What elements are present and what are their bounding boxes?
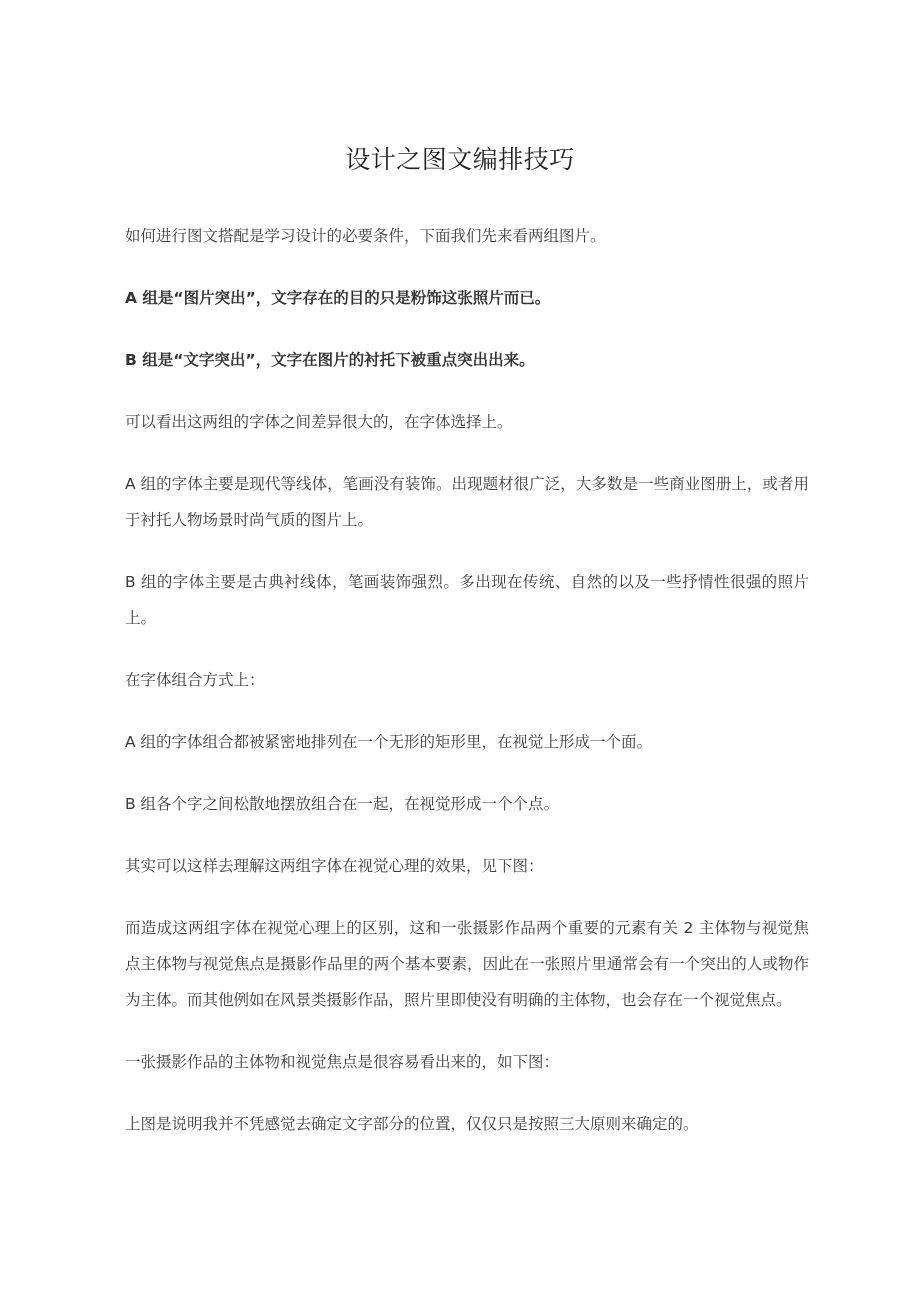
paragraph-font-difference: 可以看出这两组的字体之间差异很大的，在字体选择上。 (125, 413, 513, 431)
paragraph-group-b-combination: B 组各个字之间松散地摆放组合在一起，在视觉形成一个个点。 (125, 795, 560, 813)
document-body (125, 218, 809, 1168)
paragraph-group-b-font: B 组的字体主要是古典衬线体，笔画装饰强烈。多出现在传统、自然的以及一些抒情性很强的照片上。 (125, 573, 809, 627)
paragraph-easy-to-see: 一张摄影作品的主体物和视觉焦点是很容易看出来的，如下图： (125, 1053, 560, 1071)
paragraph-visual-psychology: 其实可以这样去理解这两组字体在视觉心理的效果，见下图： (125, 857, 544, 875)
document-title: 设计之图文编排技巧 (345, 145, 575, 174)
paragraph-intro: 如何进行图文搭配是学习设计的必要条件，下面我们先来看两组图片。 (125, 227, 606, 245)
paragraph-group-a-font: A 组的字体主要是现代等线体，笔画没有装饰。出现题材很广泛，大多数是一些商业图册上，或者用于衬托人物场景时尚气质的图片上。 (125, 475, 809, 529)
paragraph-group-b-summary: B 组是“文字突出”，文字在图片的衬托下被重点突出出来。 (125, 351, 535, 369)
paragraph-group-a-summary: A 组是“图片突出”，文字存在的目的只是粉饰这张照片而已。 (125, 289, 551, 307)
paragraph-group-a-combination: A 组的字体组合都被紧密地排列在一个无形的矩形里，在视觉上形成一个面。 (125, 733, 653, 751)
paragraph-combination-intro: 在字体组合方式上： (125, 671, 265, 689)
paragraph-subject-focus: 而造成这两组字体在视觉心理上的区别，这和一张摄影作品两个重要的元素有关 2 主体物与视觉焦点主体物与视觉焦点是摄影作品里的两个基本要素，因此在一张照片里通常会有一个突出的人或物作为主体。而其他例如在风景类摄影作品，照片里即使没有明确的主体物，也会存在一个视觉焦点。 (125, 919, 809, 1009)
paragraph-three-principles: 上图是说明我并不凭感觉去确定文字部分的位置，仅仅只是按照三大原则来确定的。 (125, 1115, 699, 1133)
